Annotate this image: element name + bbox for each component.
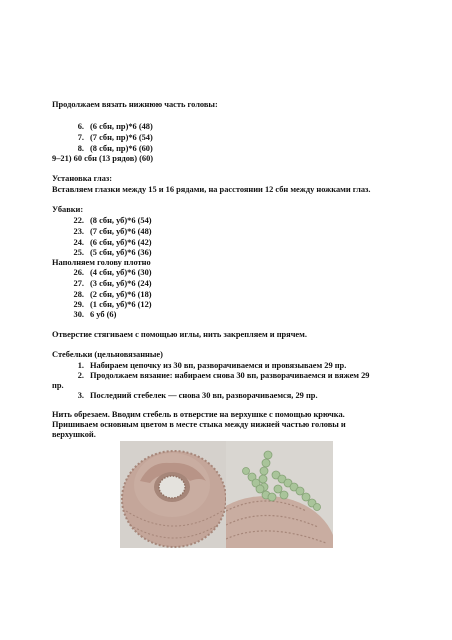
eyes-text: Вставляем глазки между 15 и 16 рядами, на расстоянии 12 сбн между ножками глаз.	[52, 185, 371, 194]
crochet-head-top-icon	[120, 441, 227, 548]
final-line: верхушкой.	[52, 430, 96, 439]
stuff-note: Наполняем голову плотно	[52, 258, 151, 267]
decrease-heading: Убавки:	[52, 205, 84, 214]
stems-row2-continuation: пр.	[52, 381, 64, 390]
rows-9-21: 9–21) 60 сбн (13 рядов) (60)	[52, 154, 154, 163]
final-line: Пришиваем основным цветом в месте стыка между нижней частью головы и	[52, 420, 346, 429]
crochet-stems-icon	[226, 441, 333, 548]
stems-heading: Стебельки (цельновязанные)	[52, 350, 163, 359]
eyes-heading: Установка глаз:	[52, 174, 113, 183]
document-page: Продолжаем вязать нижнюю часть головы: 6. (6 сбн, пр)*6 (48) 7. (7 сбн, пр)*6 (54) 8. (8 сбн, пр)*6 (60) 9–21) 60 сбн (13 рядов) (60) Установка глаз: Вставляем глазки между 15 и 16 рядами, на расстоянии 12 сбн между ножками глаз. Убавки: 22. (8 сбн, уб)*6 (54) 23. (7 сбн, уб)*6 (48) 24. (6 сбн, уб)*6 (42) 25. (5 сбн, уб)*6 (36) Наполняем голову плотно 26. (4 сбн, уб)*6 (30) 27. (3 сбн, уб)*6 (24) 28. (2 сбн, уб)*6 (18) 29. (1 сбн, уб)*6 (12) 30. 6 уб (6) Отверстие стягиваем с помощью иглы, нить закрепляем и прячем. Стебельки (цельновязанные) 1. Набираем цепочку из 30 вп, разворачиваемся и провязываем 29 пр. 2. Продолжаем вязание: набираем снова 30 вп, разворачиваемся и вяжем 29 пр. 3. Последний стебелек — снова 30 вп, разворачиваемся, 29 пр. Нить обрезаем. Вводим стебель в отверстие на верхушке с помощью крючка. Пришиваем основным цветом в месте стыка между нижней частью головы и верхушкой.	[0, 0, 452, 640]
lower-head-heading: Продолжаем вязать нижнюю часть головы:	[52, 100, 218, 109]
crochet-head-top-photo	[120, 441, 227, 548]
crochet-stems-photo	[226, 441, 333, 548]
final-line: Нить обрезаем. Вводим стебель в отверстие на верхушке с помощью крючка.	[52, 410, 345, 419]
closing-text: Отверстие стягиваем с помощью иглы, нить закрепляем и прячем.	[52, 330, 307, 339]
